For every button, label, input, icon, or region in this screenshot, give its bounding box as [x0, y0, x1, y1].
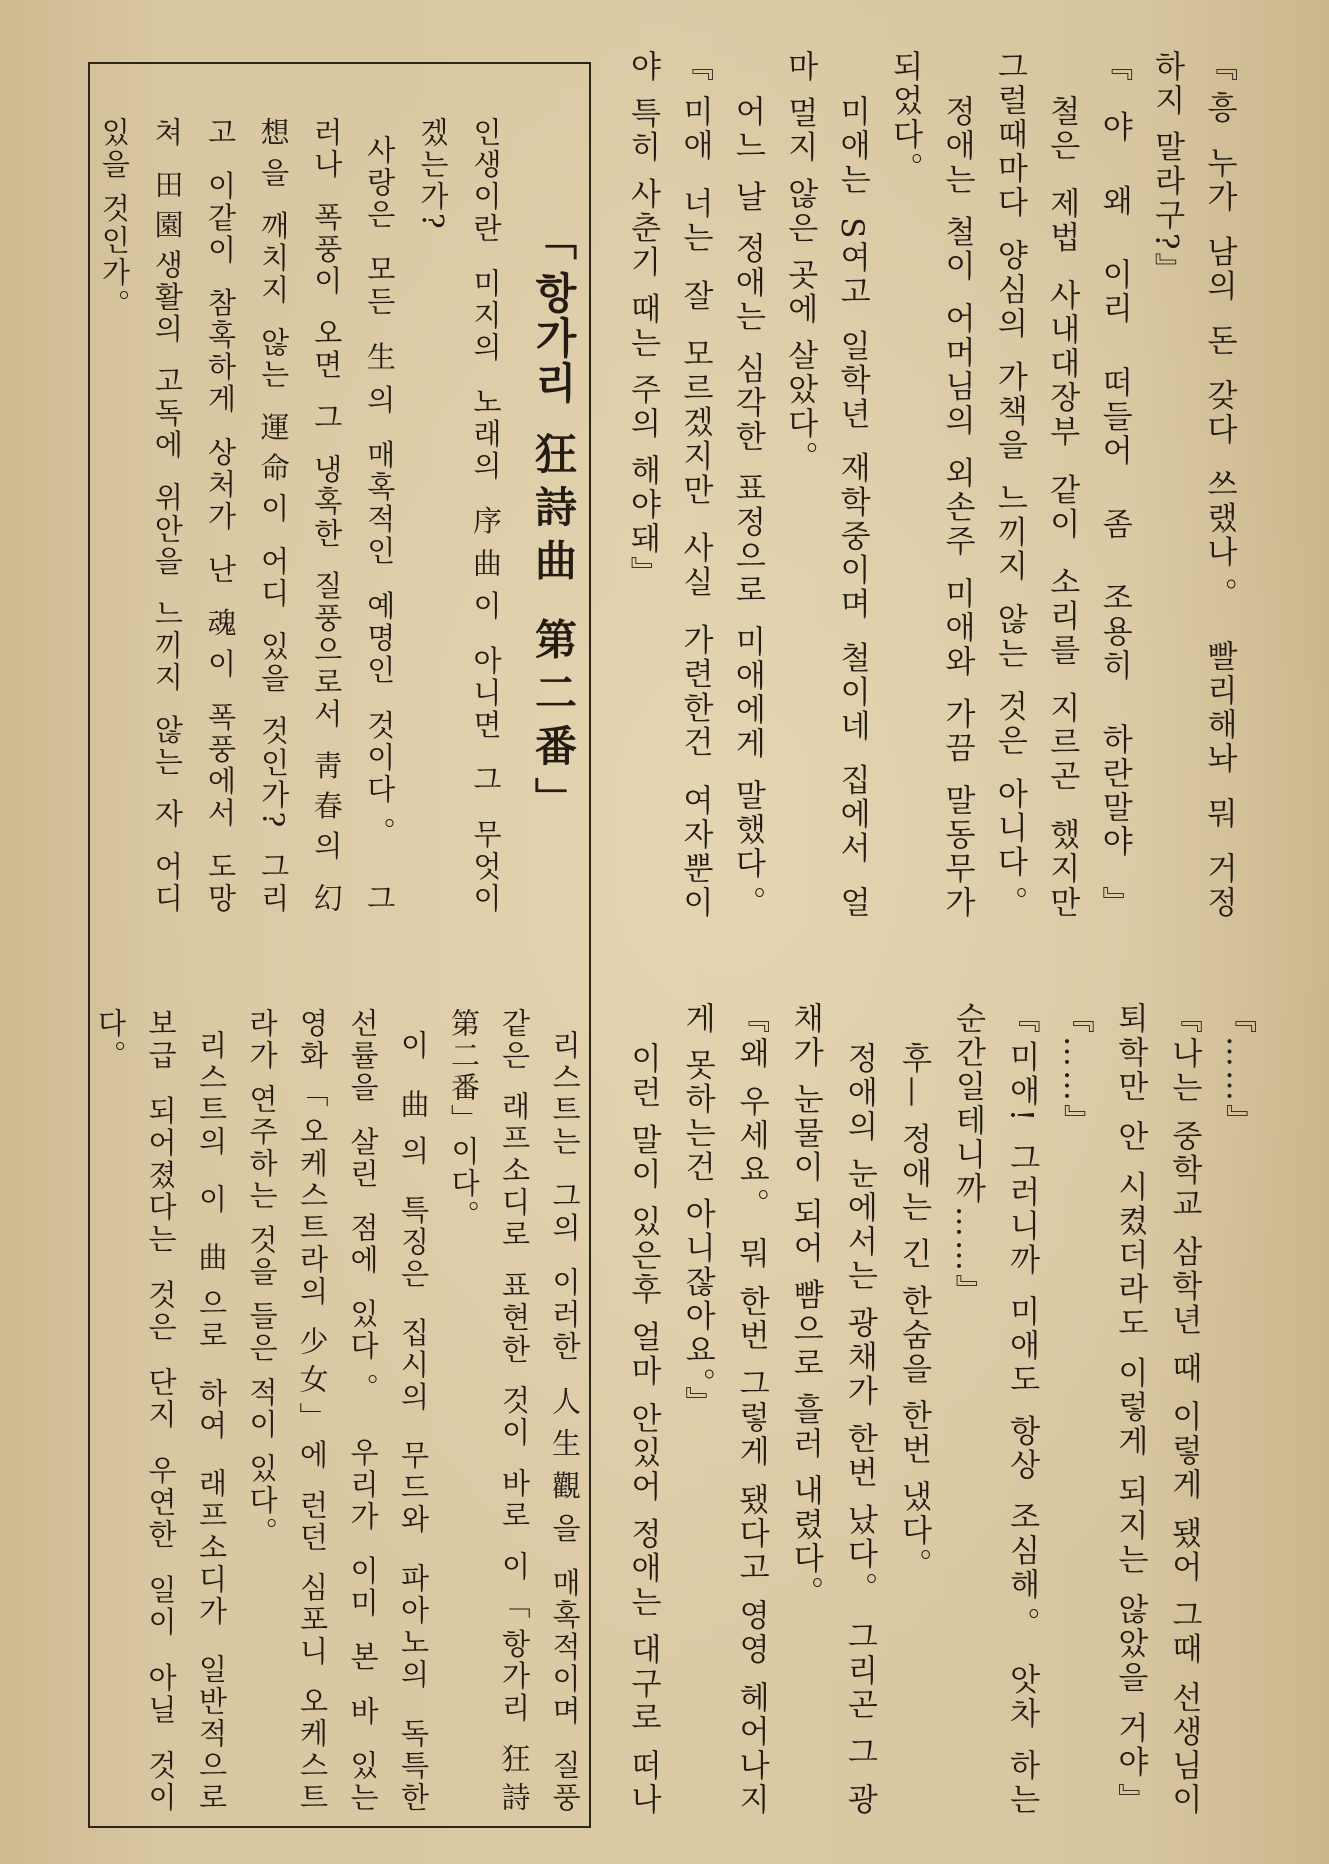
text-column: 그럴때마다 양심의 가책을 느끼지 않는 것은 아니다。: [991, 50, 1028, 920]
text-column: 『왜 우세요。 뭐 한번 그렇게 됐다고 영영 헤어나지: [733, 1002, 770, 1817]
text-column: 러나 폭풍이 오면 그 냉혹한 질풍으로서 靑春의 幻: [309, 117, 344, 915]
text-column: 『나는 중학교 삼학년 때 이렇게 됐어 그때 선생님이: [1165, 1002, 1202, 1817]
text-column: 미애는 S여고 일학년 재학중이며 철이네 집에서 얼: [834, 95, 871, 920]
sidebar-text-lower: [85, 1008, 590, 1814]
text-column: 순간일테니까……』: [949, 1002, 986, 1308]
text-column: 야 특히 사춘기 때는 주의 해야돼』: [624, 50, 661, 591]
text-column: 같은 래프소디로 표현한 것이 바로 이「항가리 狂詩: [497, 1008, 532, 1814]
text-column: 사랑은 모든 生의 매혹적인 예명인 것이다。 그: [362, 135, 397, 915]
text-column: 다。: [93, 1008, 128, 1072]
text-column: 정애의 눈에서는 광채가 한번 났다。 그리곤 그 광: [841, 1042, 878, 1817]
text-column: 리스트는 그의 이러한 人生觀을 매혹적이며 질풍: [548, 1030, 582, 1814]
text-column: 보급 되어졌다는 것은 단지 우연한 일이 아닐 것이: [144, 1008, 178, 1814]
text-column: 마 멀지 않은 곳에 살았다。: [781, 50, 818, 476]
text-column: 철은 제법 사내대장부 같이 소리를 지르곤 했지만: [1043, 95, 1080, 920]
text-column: 인생이란 미지의 노래의 序曲이 아니면 그 무엇이: [469, 117, 503, 915]
text-column: 『흥 누가 남의 돈 갖다 쓰랬나。 빨리해놔 뭐 거정: [1201, 50, 1237, 920]
text-column: 『미애 너는 잘 모르겠지만 사실 가련한건 여자뿐이: [676, 50, 713, 920]
text-column: 라가 연주하는 것을 들은 적이 있다。: [245, 1008, 279, 1550]
text-column: 『……』: [1057, 1002, 1094, 1138]
text-column: 겠는가?: [415, 117, 450, 232]
text-column: 고 이같이 참혹하게 상처가 난 魂이 폭풍에서 도망: [203, 117, 238, 915]
body-text-lower: [615, 1002, 1265, 1817]
text-column: 되었다。: [886, 50, 923, 186]
text-column: 『……』: [1220, 1002, 1256, 1138]
text-column: 이런 말이 있은후 얼마 안있어 정애는 대구로 떠나: [624, 1042, 661, 1817]
text-column: 선률을 살린 점에 있다。 우리가 이미 본 바 있는: [346, 1008, 380, 1814]
text-column: 第二番」이다。: [447, 1008, 481, 1232]
sidebar-title-block: [520, 218, 586, 822]
text-column: 게 못하는건 아니잖아요。』: [679, 1002, 716, 1421]
text-column: 이 曲의 특징은 집시의 무드와 파아노의 독특한: [396, 1030, 431, 1814]
text-column: 어느 날 정애는 심각한 표정으로 미애에게 말했다。: [729, 95, 766, 920]
text-column: 후— 정애는 긴 한숨을 한번 냈다。: [895, 1042, 932, 1583]
text-column: 『미애! 그러니까 미애도 항상 조심해。 앗차 하는: [1003, 1002, 1040, 1817]
text-column: 채가 눈물이 되어 뺨으로 흘러 내렸다。: [787, 1002, 824, 1611]
body-text-upper: [616, 50, 1245, 920]
text-column: 『야 왜 이리 떠들어 좀 조용히 하란말야』: [1096, 50, 1133, 920]
text-column: 쳐 田園생활의 고독에 위안을 느끼지 않는 자 어디: [150, 117, 185, 915]
text-column: 하지 말라구?』: [1148, 50, 1185, 287]
text-column: 퇴학만 안 시켰더라도 이렇게 되지는 않았을 거야』: [1111, 1002, 1148, 1817]
text-column: 想을 깨치지 않는 運命이 어디 있을 것인가? 그리: [256, 117, 291, 915]
text-column: 있을 것인가。: [97, 117, 132, 322]
sidebar-text-upper: [87, 117, 512, 915]
text-column: 리스트의 이 曲으로 하여 래프소디가 일반적으로: [194, 1030, 229, 1814]
text-column: 영화「오케스트라의 少女」에 런던 심포니 오케스트: [295, 1008, 330, 1814]
text-column: 정애는 철이 어머님의 외손주 미애와 가끔 말동무가: [938, 95, 975, 920]
sidebar-title: 「항가리 狂詩曲 第二番」: [529, 218, 578, 822]
